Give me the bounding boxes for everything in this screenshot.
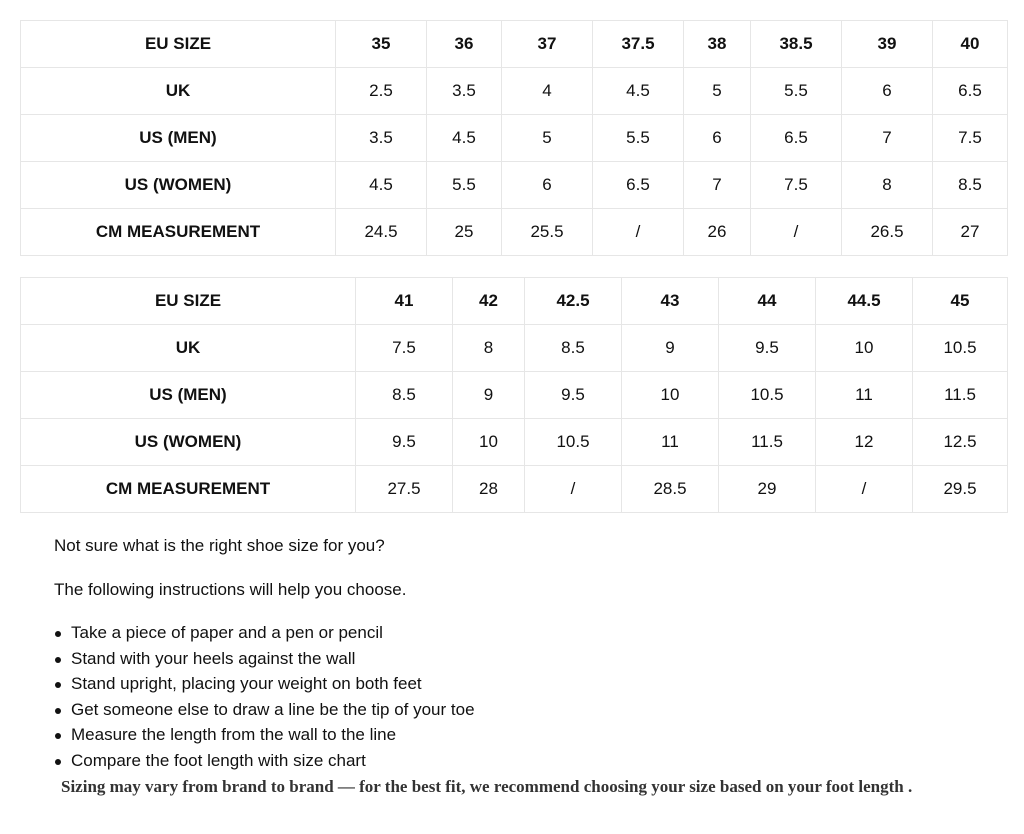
table-cell: 26.5: [842, 209, 933, 256]
table-cell: 6: [842, 68, 933, 115]
eu-size-header-cell: 36: [427, 21, 502, 68]
eu-size-header-cell: 44: [719, 278, 816, 325]
table-row: [21, 209, 1008, 256]
eu-size-header-cell: 41: [356, 278, 453, 325]
step-text: Stand upright, placing your weight on both feet: [71, 674, 422, 693]
table-row: [21, 115, 1008, 162]
table-cell: 6: [684, 115, 751, 162]
list-item: [54, 700, 475, 726]
table-cell: 10: [453, 419, 525, 466]
table-cell: /: [816, 466, 913, 513]
step-text: Measure the length from the wall to the line: [71, 725, 397, 744]
row-label-cell: EU SIZE: [21, 21, 336, 68]
eu-size-header-cell: 35: [336, 21, 427, 68]
bullet-icon: [55, 708, 61, 714]
table-cell: 7.5: [751, 162, 842, 209]
step-text: Compare the foot length with size chart: [71, 750, 366, 770]
eu-size-header-cell: 45: [913, 278, 1008, 325]
table-cell: 11: [816, 372, 913, 419]
table-cell: 11.5: [913, 372, 1008, 419]
table-cell: 5: [502, 115, 593, 162]
row-label-cell: US (WOMEN): [21, 419, 356, 466]
list-item: [54, 623, 475, 649]
table-cell: 9.5: [356, 419, 453, 466]
bullet-icon: [55, 733, 61, 739]
table-row: [21, 21, 1008, 68]
list-item: [54, 751, 475, 777]
table-cell: 3.5: [336, 115, 427, 162]
row-label-cell: US (MEN): [21, 372, 356, 419]
row-label-cell: CM MEASUREMENT: [21, 209, 336, 256]
table-cell: 8: [453, 325, 525, 372]
table-cell: 10: [816, 325, 913, 372]
eu-size-header-cell: 38: [684, 21, 751, 68]
table-cell: 9: [453, 372, 525, 419]
sizing-disclaimer: Sizing may vary from brand to brand — for the best fit, we recommend choosing your size based on your foot length .: [61, 777, 913, 796]
table-cell: 10.5: [719, 372, 816, 419]
table-cell: 4.5: [593, 68, 684, 115]
bullet-icon: [55, 657, 61, 663]
table-cell: /: [525, 466, 622, 513]
table-row: [21, 162, 1008, 209]
step-text: Stand with your heels against the wall: [71, 648, 356, 668]
table-cell: 6.5: [593, 162, 684, 209]
table-cell: 29: [719, 466, 816, 513]
step-text: Get someone else to draw a line be the tip of your toe: [71, 699, 475, 719]
table-cell: 27.5: [356, 466, 453, 513]
table-cell: 8: [842, 162, 933, 209]
table-row: [21, 372, 1008, 419]
table-cell: 11: [622, 419, 719, 466]
list-item: [54, 725, 475, 751]
size-table-large: [20, 277, 1008, 513]
table-cell: 7: [842, 115, 933, 162]
table-cell: 8.5: [356, 372, 453, 419]
list-item: [54, 674, 475, 700]
table-cell: 10: [622, 372, 719, 419]
table-cell: 3.5: [427, 68, 502, 115]
bullet-icon: [55, 682, 61, 688]
table-cell: 10.5: [913, 325, 1008, 372]
bullet-icon: [55, 631, 61, 637]
measurement-steps-list: [54, 623, 475, 776]
table-cell: 6.5: [933, 68, 1008, 115]
table-cell: 12.5: [913, 419, 1008, 466]
table-cell: 9: [622, 325, 719, 372]
table-cell: 27: [933, 209, 1008, 256]
table-cell: 12: [816, 419, 913, 466]
table-cell: 5: [684, 68, 751, 115]
table-row: [21, 466, 1008, 513]
table-cell: 4.5: [427, 115, 502, 162]
table-cell: 2.5: [336, 68, 427, 115]
table-cell: 5.5: [427, 162, 502, 209]
table-cell: /: [751, 209, 842, 256]
table-cell: 10.5: [525, 419, 622, 466]
table-cell: 29.5: [913, 466, 1008, 513]
table-cell: 5.5: [593, 115, 684, 162]
size-table-large-body: [21, 278, 1008, 513]
table-cell: /: [593, 209, 684, 256]
size-question: Not sure what is the right shoe size for you?: [54, 536, 385, 555]
table-cell: 7.5: [933, 115, 1008, 162]
eu-size-header-cell: 40: [933, 21, 1008, 68]
list-item: [54, 649, 475, 675]
table-row: [21, 68, 1008, 115]
step-text: Take a piece of paper and a pen or pencil: [71, 623, 383, 642]
eu-size-header-cell: 43: [622, 278, 719, 325]
table-cell: 4: [502, 68, 593, 115]
table-row: [21, 419, 1008, 466]
bullet-icon: [55, 759, 61, 765]
table-cell: 24.5: [336, 209, 427, 256]
table-cell: 6.5: [751, 115, 842, 162]
eu-size-header-cell: 39: [842, 21, 933, 68]
table-cell: 6: [502, 162, 593, 209]
eu-size-header-cell: 37.5: [593, 21, 684, 68]
eu-size-header-cell: 37: [502, 21, 593, 68]
row-label-cell: CM MEASUREMENT: [21, 466, 356, 513]
row-label-cell: UK: [21, 325, 356, 372]
table-cell: 25.5: [502, 209, 593, 256]
table-cell: 7: [684, 162, 751, 209]
row-label-cell: EU SIZE: [21, 278, 356, 325]
table-cell: 11.5: [719, 419, 816, 466]
eu-size-header-cell: 42: [453, 278, 525, 325]
table-cell: 26: [684, 209, 751, 256]
row-label-cell: US (MEN): [21, 115, 336, 162]
table-cell: 4.5: [336, 162, 427, 209]
eu-size-header-cell: 38.5: [751, 21, 842, 68]
table-cell: 7.5: [356, 325, 453, 372]
size-table-small: [20, 20, 1008, 256]
size-instructions-intro: The following instructions will help you choose.: [54, 580, 407, 599]
row-label-cell: UK: [21, 68, 336, 115]
table-cell: 25: [427, 209, 502, 256]
eu-size-header-cell: 44.5: [816, 278, 913, 325]
table-cell: 9.5: [719, 325, 816, 372]
table-cell: 5.5: [751, 68, 842, 115]
table-cell: 28.5: [622, 466, 719, 513]
table-cell: 8.5: [525, 325, 622, 372]
table-cell: 28: [453, 466, 525, 513]
table-row: [21, 325, 1008, 372]
row-label-cell: US (WOMEN): [21, 162, 336, 209]
eu-size-header-cell: 42.5: [525, 278, 622, 325]
size-table-small-body: [21, 21, 1008, 256]
table-cell: 8.5: [933, 162, 1008, 209]
table-cell: 9.5: [525, 372, 622, 419]
table-row: [21, 278, 1008, 325]
